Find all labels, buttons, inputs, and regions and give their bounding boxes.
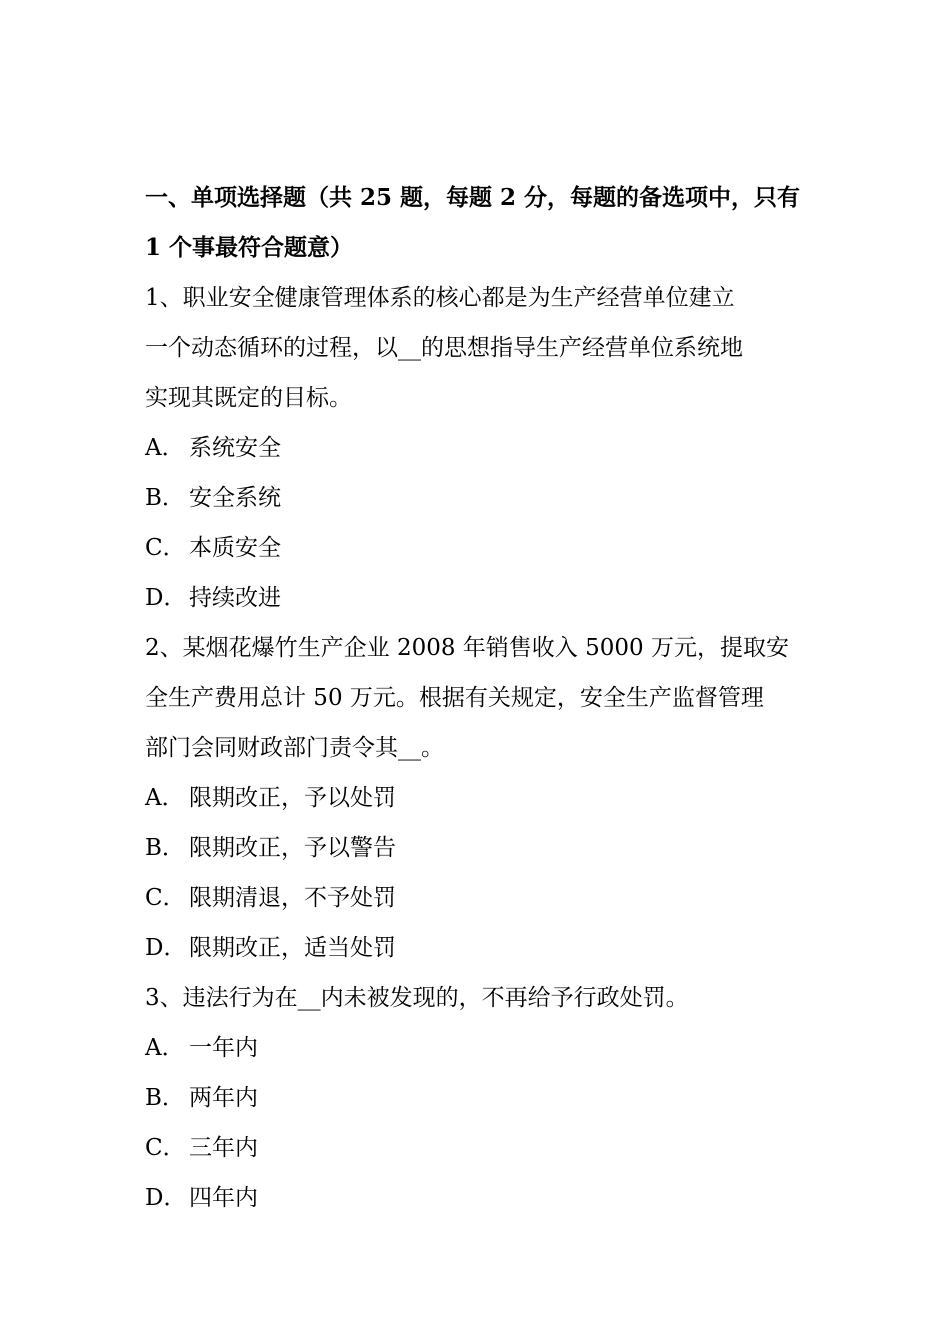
question-2-option-b xyxy=(145,823,810,873)
document-body xyxy=(145,173,810,1223)
option-text: 限期改正，适当处罚 xyxy=(189,935,396,961)
option-text: 系统安全 xyxy=(189,435,281,461)
option-letter: B． xyxy=(145,1085,185,1111)
option-letter: A． xyxy=(145,435,185,461)
question-1 xyxy=(145,273,810,623)
question-1-option-c xyxy=(145,523,810,573)
question-1-option-a xyxy=(145,423,810,473)
question-1-option-b xyxy=(145,473,810,523)
option-text: 限期改正，予以处罚 xyxy=(189,785,396,811)
option-text: 一年内 xyxy=(189,1035,258,1061)
option-letter: A． xyxy=(145,785,185,811)
option-letter: C． xyxy=(145,535,186,561)
option-letter: B． xyxy=(145,835,185,861)
option-text: 两年内 xyxy=(189,1085,258,1111)
question-3-option-a xyxy=(145,1023,810,1073)
option-letter: B． xyxy=(145,485,185,511)
option-letter: D． xyxy=(145,585,187,611)
option-text: 四年内 xyxy=(189,1185,258,1211)
question-2-stem-line: 部门会同财政部门责令其__。 xyxy=(145,735,444,761)
question-1-stem-line: 一个动态循环的过程，以__的思想指导生产经营单位系统地 xyxy=(145,335,743,361)
option-text: 本质安全 xyxy=(189,535,281,561)
question-3 xyxy=(145,973,810,1223)
question-2-option-a xyxy=(145,773,810,823)
question-1-stem-line: 1、职业安全健康管理体系的核心都是为生产经营单位建立 xyxy=(145,285,735,311)
question-3-option-d xyxy=(145,1173,810,1223)
option-letter: C． xyxy=(145,885,186,911)
option-text: 安全系统 xyxy=(189,485,281,511)
option-text: 限期改正，予以警告 xyxy=(189,835,396,861)
option-letter: D． xyxy=(145,1185,187,1211)
question-1-option-d xyxy=(145,573,810,623)
section-heading: 一、单项选择题（共 25 题，每题 2 分，每题的备选项中，只有 xyxy=(145,184,801,211)
question-3-option-c xyxy=(145,1123,810,1173)
option-text: 限期清退，不予处罚 xyxy=(189,885,396,911)
question-2 xyxy=(145,623,810,973)
question-1-stem-line: 实现其既定的目标。 xyxy=(145,385,352,411)
option-letter: C． xyxy=(145,1135,186,1161)
option-text: 三年内 xyxy=(189,1135,258,1161)
option-letter: A． xyxy=(145,1035,185,1061)
question-2-option-c xyxy=(145,873,810,923)
question-2-option-d xyxy=(145,923,810,973)
option-letter: D． xyxy=(145,935,187,961)
option-text: 持续改进 xyxy=(189,585,281,611)
question-2-stem-line: 全生产费用总计 50 万元。根据有关规定，安全生产监督管理 xyxy=(145,685,764,711)
section-heading-continued: 1 个事最符合题意） xyxy=(145,234,354,261)
question-3-option-b xyxy=(145,1073,810,1123)
question-3-stem-line: 3、违法行为在__内未被发现的，不再给予行政处罚。 xyxy=(145,985,689,1011)
question-2-stem-line: 2、某烟花爆竹生产企业 2008 年销售收入 5000 万元，提取安 xyxy=(145,635,789,661)
